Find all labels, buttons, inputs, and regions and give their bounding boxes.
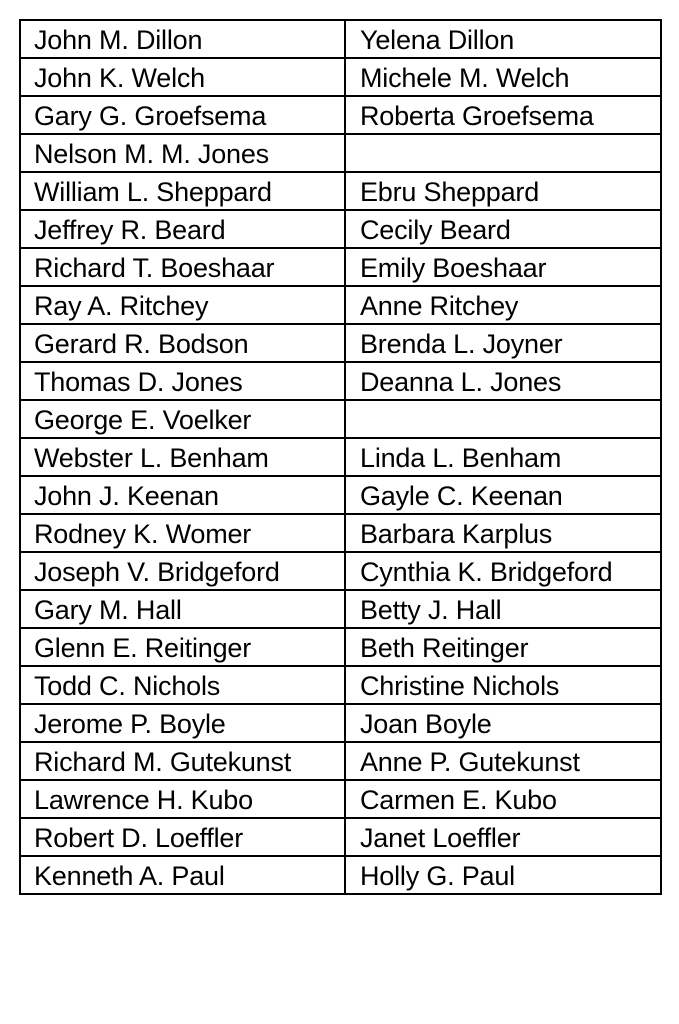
table-cell-spouse: Michele M. Welch (345, 58, 661, 96)
table-row (20, 438, 661, 476)
table-cell-name: Lawrence H. Kubo (20, 780, 345, 818)
table-cell-name: William L. Sheppard (20, 172, 345, 210)
table-cell-spouse (345, 134, 661, 172)
table-row (20, 58, 661, 96)
table-cell-name: Gary M. Hall (20, 590, 345, 628)
table-cell-name: Jerome P. Boyle (20, 704, 345, 742)
table-cell-spouse: Carmen E. Kubo (345, 780, 661, 818)
table-cell-spouse: Anne P. Gutekunst (345, 742, 661, 780)
table-row (20, 856, 661, 894)
table-cell-name: Richard T. Boeshaar (20, 248, 345, 286)
table-row (20, 248, 661, 286)
table-row (20, 704, 661, 742)
table-cell-name: Gary G. Groefsema (20, 96, 345, 134)
table-cell-name: John M. Dillon (20, 20, 345, 58)
table-cell-name: Joseph V. Bridgeford (20, 552, 345, 590)
table-cell-spouse: Gayle C. Keenan (345, 476, 661, 514)
table-cell-spouse: Holly G. Paul (345, 856, 661, 894)
table-row (20, 590, 661, 628)
table-cell-spouse: Brenda L. Joyner (345, 324, 661, 362)
table-cell-spouse: Janet Loeffler (345, 818, 661, 856)
table-cell-spouse: Cecily Beard (345, 210, 661, 248)
table-cell-spouse: Joan Boyle (345, 704, 661, 742)
table-row (20, 514, 661, 552)
table-row (20, 134, 661, 172)
table-row (20, 400, 661, 438)
table-row (20, 324, 661, 362)
table-cell-spouse: Anne Ritchey (345, 286, 661, 324)
table-cell-spouse: Christine Nichols (345, 666, 661, 704)
table-cell-name: Gerard R. Bodson (20, 324, 345, 362)
table-cell-spouse: Emily Boeshaar (345, 248, 661, 286)
table-row (20, 96, 661, 134)
names-table (19, 19, 662, 895)
table-row (20, 286, 661, 324)
table-cell-name: John J. Keenan (20, 476, 345, 514)
table-cell-name: Thomas D. Jones (20, 362, 345, 400)
table-cell-spouse: Linda L. Benham (345, 438, 661, 476)
table-cell-name: Todd C. Nichols (20, 666, 345, 704)
table-row (20, 818, 661, 856)
table-cell-spouse: Yelena Dillon (345, 20, 661, 58)
table-cell-name: Rodney K. Womer (20, 514, 345, 552)
table-row (20, 476, 661, 514)
table-row (20, 172, 661, 210)
table-cell-spouse: Betty J. Hall (345, 590, 661, 628)
table-cell-spouse: Roberta Groefsema (345, 96, 661, 134)
table-cell-spouse: Cynthia K. Bridgeford (345, 552, 661, 590)
table-cell-spouse: Barbara Karplus (345, 514, 661, 552)
table-row (20, 628, 661, 666)
table-cell-spouse: Beth Reitinger (345, 628, 661, 666)
table-cell-name: Glenn E. Reitinger (20, 628, 345, 666)
table-cell-spouse (345, 400, 661, 438)
table-row (20, 742, 661, 780)
table-row (20, 362, 661, 400)
table-cell-name: Richard M. Gutekunst (20, 742, 345, 780)
table-cell-name: John K. Welch (20, 58, 345, 96)
table-cell-name: George E. Voelker (20, 400, 345, 438)
table-row (20, 552, 661, 590)
table-cell-name: Ray A. Ritchey (20, 286, 345, 324)
table-cell-name: Robert D. Loeffler (20, 818, 345, 856)
table-cell-name: Nelson M. M. Jones (20, 134, 345, 172)
names-table-container (19, 19, 660, 895)
table-row (20, 780, 661, 818)
table-cell-name: Webster L. Benham (20, 438, 345, 476)
table-cell-spouse: Ebru Sheppard (345, 172, 661, 210)
table-row (20, 20, 661, 58)
table-cell-name: Kenneth A. Paul (20, 856, 345, 894)
table-cell-spouse: Deanna L. Jones (345, 362, 661, 400)
table-row (20, 666, 661, 704)
table-row (20, 210, 661, 248)
table-cell-name: Jeffrey R. Beard (20, 210, 345, 248)
